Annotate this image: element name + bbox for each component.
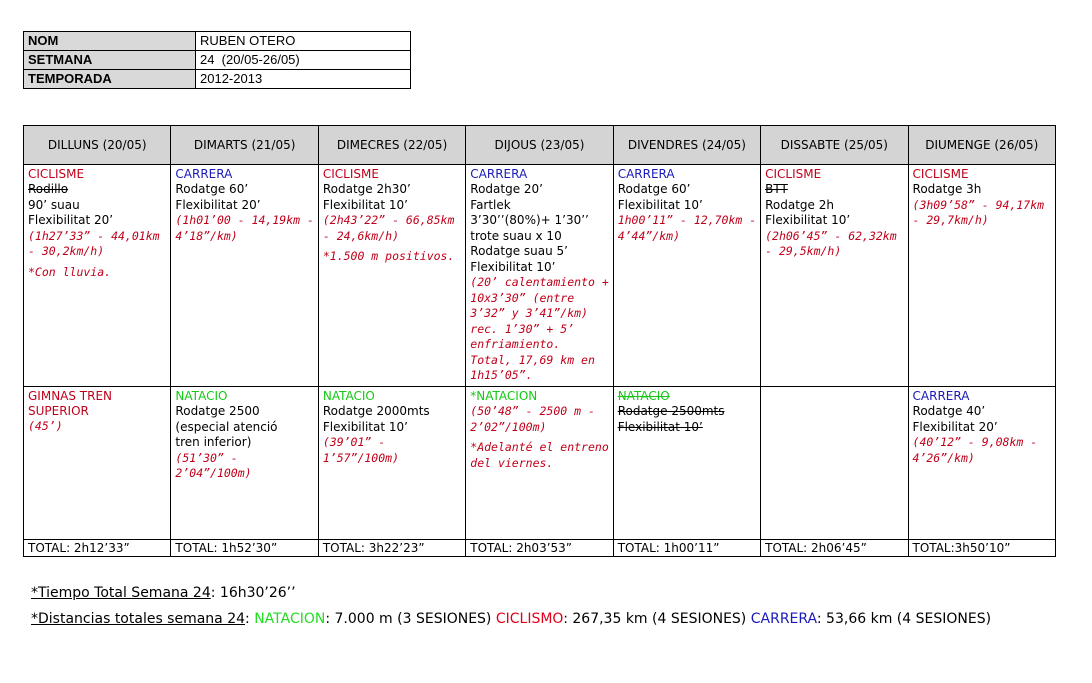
session-cell-2	[761, 387, 908, 540]
session-line: Rodatge 2000mts	[322, 404, 430, 418]
session-category: CICLISME	[765, 167, 822, 181]
session-line: Flexibilitat 10’	[617, 419, 703, 434]
day-header: DIVENDRES (24/05)	[613, 126, 760, 165]
day-header: DIMECRES (22/05)	[318, 126, 465, 165]
session-detail: 1h15’05”.	[470, 368, 533, 382]
summary-natacion-label: NATACION	[254, 611, 326, 627]
session-detail: (1h27’33” - 44,01km	[28, 228, 160, 243]
session-detail: (45’)	[28, 419, 63, 433]
session-detail: (2h06’45” - 62,32km	[765, 228, 897, 243]
session-detail: 2’04”/100m)	[175, 466, 252, 480]
session-line: Rodatge 3h	[912, 182, 982, 196]
session-line: Flexibilitat 10’	[617, 197, 703, 212]
session-line: BTT	[765, 182, 788, 196]
nom-value: RUBEN OTERO	[196, 32, 411, 51]
session-category: *NATACION	[470, 389, 538, 403]
session-detail: 2’02”/100m)	[470, 419, 547, 434]
weekly-training-table	[23, 125, 1056, 557]
session-cell-2	[24, 387, 171, 540]
summary-natacion-value: : 7.000 m (3 SESIONES)	[325, 611, 496, 627]
session-detail: - 24,6km/h)	[322, 228, 400, 243]
day-total: TOTAL: 2h12’33”	[24, 540, 171, 557]
day-total: TOTAL: 2h06’45”	[761, 540, 908, 557]
session-line: Flexibilitat 20’	[175, 197, 261, 212]
athlete-info-table	[23, 31, 411, 89]
session-cell-2	[171, 387, 318, 540]
session-line: Rodatge suau 5’	[470, 244, 568, 258]
day-total: TOTAL: 1h52’30”	[171, 540, 318, 557]
session-detail: (2h43’22” - 66,85km	[322, 213, 455, 227]
day-header: DIMARTS (21/05)	[171, 126, 318, 165]
session-category: CICLISME	[28, 167, 85, 181]
session-row-2	[24, 387, 1056, 540]
day-total: TOTAL: 1h00’11”	[613, 540, 760, 557]
day-header: DIJOUS (23/05)	[466, 126, 613, 165]
summary-ciclismo-value: : 267,35 km (4 SESIONES)	[563, 611, 751, 627]
session-cell-1	[24, 165, 171, 387]
session-detail: enfriamiento.	[470, 337, 561, 351]
session-detail: 4’18”/km)	[175, 228, 238, 243]
session-category: NATACIO	[322, 389, 375, 403]
session-detail: 1h00’11” - 12,70km -	[617, 213, 757, 227]
session-category: NATACIO	[617, 389, 670, 403]
day-header: DIUMENGE (26/05)	[908, 126, 1055, 165]
session-note-line: *Adelanté el entreno	[470, 440, 609, 454]
temporada-value: 2012-2013	[196, 70, 411, 89]
session-line: Flexibilitat 10’	[322, 419, 408, 434]
day-total: TOTAL: 2h03’53”	[466, 540, 613, 557]
session-category: GIMNAS TREN SUPERIOR	[28, 389, 113, 418]
session-detail: (3h09’58” - 94,17km	[912, 197, 1045, 212]
session-line: Flexibilitat 10’	[322, 197, 408, 212]
session-line: tren inferior)	[175, 435, 252, 449]
session-detail: (50’48” - 2500 m -	[470, 404, 595, 418]
day-header: DILLUNS (20/05)	[24, 126, 171, 165]
day-header-row	[24, 126, 1056, 165]
session-cell-1	[761, 165, 908, 387]
session-cell-2	[613, 387, 760, 540]
session-line: trote suau x 10	[470, 228, 562, 243]
session-detail: (51’30” -	[175, 450, 238, 465]
session-detail: rec. 1’30” + 5’	[470, 321, 575, 336]
session-line: Flexibilitat 10’	[765, 213, 851, 227]
session-line: Rodatge 60’	[617, 182, 691, 196]
day-total: TOTAL: 3h22’23”	[318, 540, 465, 557]
summary-carrera-label: CARRERA	[750, 611, 817, 627]
temporada-label: TEMPORADA	[24, 70, 196, 89]
session-detail: (1h01’00 - 14,19km -	[175, 213, 314, 227]
session-line: (especial atenció	[175, 419, 278, 434]
session-category: CICLISME	[322, 167, 379, 181]
session-category: CARRERA	[912, 389, 970, 403]
session-detail: - 30,2km/h)	[28, 244, 105, 258]
day-total: TOTAL:3h50’10”	[908, 540, 1055, 557]
session-line: Flexibilitat 10’	[470, 259, 556, 274]
summary-carrera-value: : 53,66 km (4 SESIONES)	[816, 611, 992, 627]
session-cell-2	[466, 387, 613, 540]
setmana-label: SETMANA	[24, 51, 196, 70]
session-line: Rodatge 2h	[765, 197, 834, 212]
nom-label: NOM	[24, 32, 196, 51]
session-category: CICLISME	[912, 167, 969, 181]
session-detail: 4’44”/km)	[617, 228, 680, 243]
session-cell-2	[908, 387, 1055, 540]
session-category: CARRERA	[470, 167, 528, 181]
session-note-line: *Con lluvia.	[28, 264, 112, 279]
session-cell-1	[318, 165, 465, 387]
session-cell-2	[318, 387, 465, 540]
session-category: CARRERA	[175, 167, 233, 181]
session-cell-1	[466, 165, 613, 387]
session-detail: 10x3’30” (entre	[470, 290, 575, 305]
session-line: Rodatge 40’	[912, 404, 986, 418]
session-note-line: del viernes.	[470, 455, 554, 470]
session-detail: (40’12” - 9,08km -	[912, 435, 1038, 449]
info-row-nom	[24, 32, 411, 51]
session-detail: - 29,7km/h)	[912, 213, 989, 227]
session-cell-1	[171, 165, 318, 387]
session-line: Rodillo	[28, 182, 69, 196]
session-detail: (20’ calentamiento +	[470, 275, 609, 289]
session-cell-1	[613, 165, 760, 387]
summary-distance-sep: :	[245, 611, 255, 627]
session-line: Rodatge 60’	[175, 182, 249, 196]
session-line: Rodatge 2500	[175, 404, 260, 418]
session-category: NATACIO	[175, 389, 228, 403]
summary-ciclismo-label: CICLISMO	[495, 611, 564, 627]
session-line: Rodatge 20’	[470, 182, 543, 196]
session-line: 3’30’’(80%)+ 1’30’’	[470, 213, 589, 227]
session-line: Rodatge 2500mts	[617, 404, 725, 418]
session-note	[470, 440, 609, 471]
summary-time-row	[31, 583, 991, 609]
session-line: Flexibilitat 20’	[28, 213, 114, 227]
session-line: Flexibilitat 20’	[912, 419, 998, 434]
session-detail: Total, 17,69 km en	[470, 352, 595, 367]
session-detail: 4’26”/km)	[912, 450, 975, 465]
total-row	[24, 540, 1056, 557]
session-note	[28, 265, 167, 281]
session-line: Rodatge 2h30’	[322, 182, 411, 196]
setmana-value: 24 (20/05-26/05)	[196, 51, 411, 70]
day-header: DISSABTE (25/05)	[761, 126, 908, 165]
session-category: CARRERA	[617, 167, 675, 181]
session-row-1	[24, 165, 1056, 387]
session-detail: 1’57”/100m)	[322, 450, 400, 465]
summary-time-value: : 16h30’26’’	[210, 585, 296, 601]
session-note	[323, 249, 462, 265]
session-cell-1	[908, 165, 1055, 387]
session-note-line: *1.500 m positivos.	[322, 249, 455, 263]
summary-time-label: *Tiempo Total Semana 24	[31, 585, 211, 601]
summary-distance-row	[31, 609, 991, 635]
info-row-temporada	[24, 70, 411, 89]
session-detail: 3’32” y 3’41”/km)	[470, 306, 588, 320]
session-line: 90’ suau	[28, 197, 80, 212]
session-line: Fartlek	[470, 197, 511, 212]
session-detail: (39’01” -	[322, 435, 386, 449]
summary-distance-label: *Distancias totales semana 24	[31, 611, 246, 627]
session-detail: - 29,5km/h)	[765, 244, 842, 258]
weekly-summary	[31, 583, 991, 635]
info-row-setmana	[24, 51, 411, 70]
